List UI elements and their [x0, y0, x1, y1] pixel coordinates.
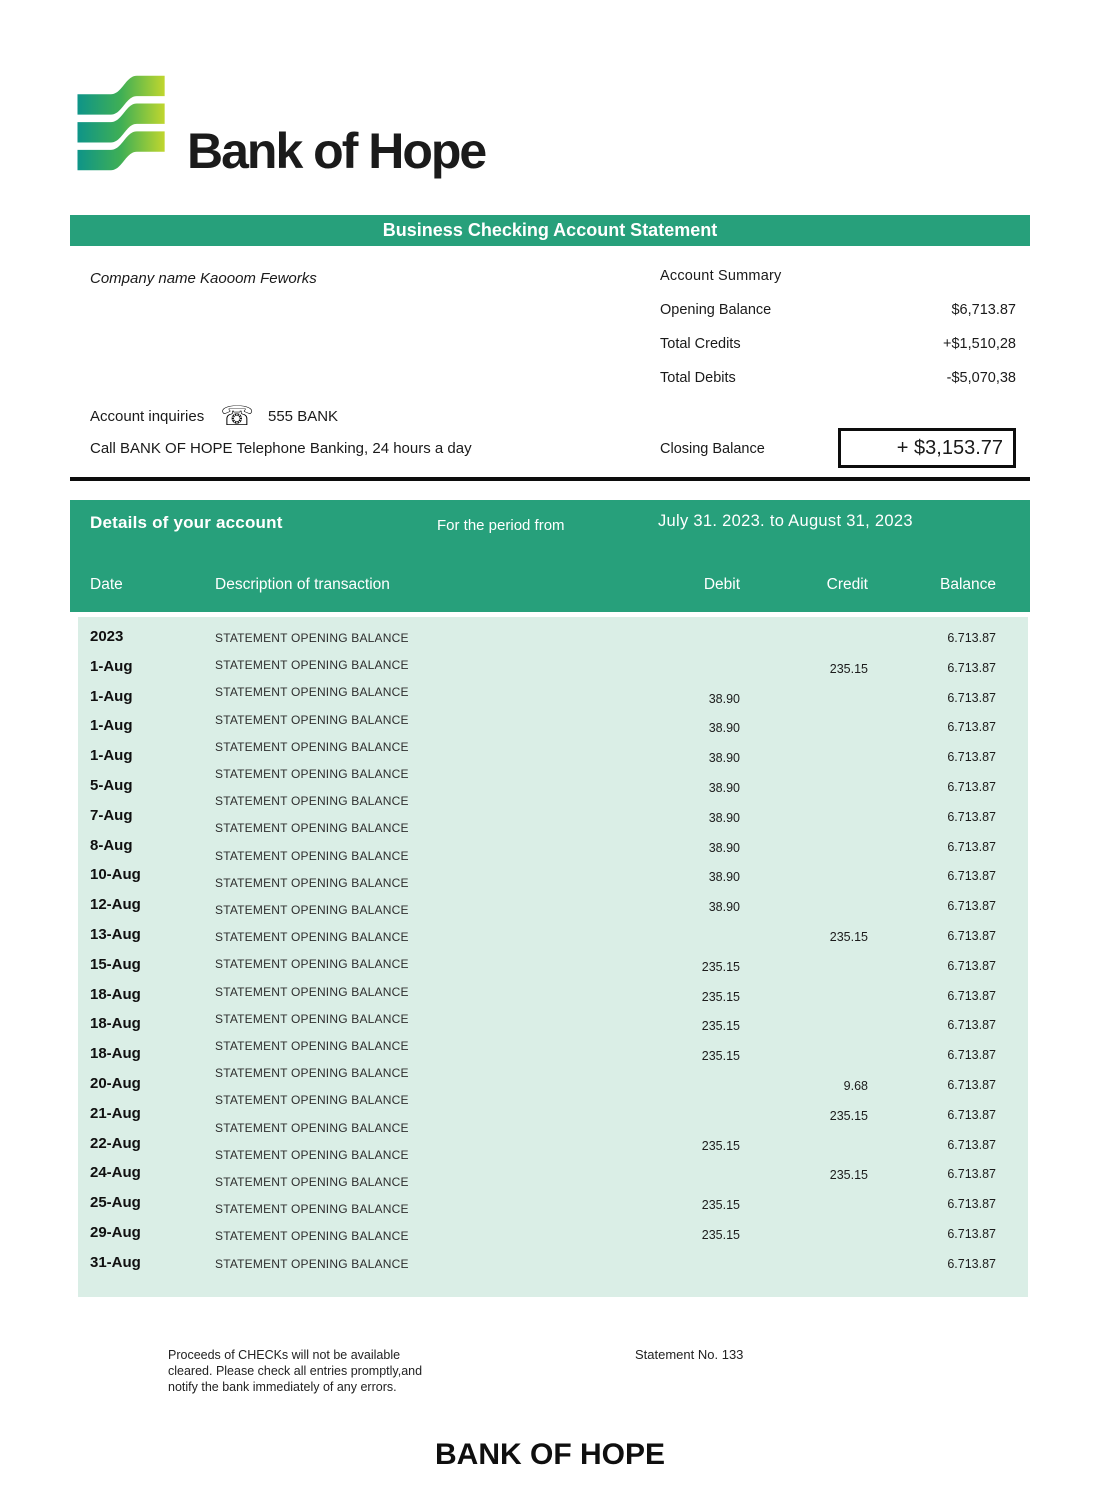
debit-amount: 38.90	[708, 781, 740, 795]
transaction-date: 25-Aug	[90, 1194, 141, 1212]
details-header	[70, 500, 1030, 612]
balance-amount: 6.713.87	[947, 720, 996, 735]
transaction-date: 10-Aug	[90, 866, 141, 884]
balance-amount: 6.713.87	[947, 1137, 996, 1152]
statement-number: Statement No. 133	[635, 1347, 744, 1362]
transaction-date: 1-Aug	[90, 657, 133, 675]
total-credits-label: Total Credits	[660, 336, 741, 352]
closing-balance-value: + $3,153.77	[896, 437, 1003, 459]
credit-amount: 235.15	[829, 930, 868, 944]
footer-wordmark: BANK OF HOPE	[434, 1438, 665, 1471]
telephone-banking-line: Call BANK OF HOPE Telephone Banking, 24 hours a day	[90, 440, 472, 457]
transaction-description: STATEMENT OPENING BALANCE	[215, 1147, 409, 1162]
transaction-date: 12-Aug	[90, 896, 141, 914]
column-header-credit: Credit	[826, 576, 868, 593]
descriptions-column	[215, 617, 545, 1297]
footer-notice-line-1: Proceeds of CHECKs will not be available	[168, 1348, 401, 1362]
opening-balance-label: Opening Balance	[660, 302, 772, 318]
transaction-date: 5-Aug	[90, 777, 133, 794]
transaction-description: STATEMENT OPENING BALANCE	[215, 712, 409, 727]
transaction-date: 24-Aug	[90, 1164, 141, 1182]
transaction-description: STATEMENT OPENING BALANCE	[215, 1202, 409, 1217]
debit-amount: 38.90	[708, 870, 740, 885]
debit-amount: 38.90	[708, 900, 740, 915]
transaction-date: 15-Aug	[90, 955, 141, 973]
transaction-description: STATEMENT OPENING BALANCE	[215, 1175, 409, 1189]
total-debits-label: Total Debits	[660, 370, 736, 386]
debit-amount: 235.15	[701, 1019, 740, 1034]
transaction-date: 18-Aug	[90, 1015, 141, 1033]
opening-balance-value: $6,713.87	[951, 302, 1016, 318]
balance-amount: 6.713.87	[947, 839, 996, 854]
transaction-description: STATEMENT OPENING BALANCE	[215, 1039, 409, 1053]
inquiries-phone-number: 555 BANK	[268, 408, 339, 425]
debit-amount: 38.90	[708, 840, 740, 855]
column-header-debit: Debit	[703, 576, 740, 593]
credit-amount: 9.68	[843, 1079, 868, 1093]
balance-amount: 6.713.87	[947, 958, 996, 973]
transaction-description: STATEMENT OPENING BALANCE	[215, 930, 409, 945]
transaction-date: 22-Aug	[90, 1134, 141, 1152]
credit-amount: 235.15	[829, 1108, 868, 1123]
balance-amount: 6.713.87	[947, 809, 996, 824]
company-name: Company name Kaooom Feworks	[90, 270, 317, 287]
debit-amount: 38.90	[708, 810, 740, 825]
transaction-date: 21-Aug	[90, 1104, 141, 1122]
transaction-date: 18-Aug	[90, 985, 141, 1003]
credit-column	[768, 617, 868, 1297]
period-value: July 31. 2023. to August 31, 2023	[658, 512, 913, 530]
balance-amount: 6.713.87	[947, 780, 996, 794]
transaction-date: 1-Aug	[90, 717, 133, 735]
balance-column	[896, 617, 996, 1297]
bank-of-hope-logo-icon	[72, 72, 172, 174]
balance-amount: 6.713.87	[947, 988, 996, 1003]
balance-amount: 6.713.87	[947, 1018, 996, 1033]
balance-amount: 6.713.87	[947, 929, 996, 943]
footer-notice-line-2: cleared. Please check all entries promptly,and	[168, 1364, 423, 1378]
closing-balance-label: Closing Balance	[660, 441, 765, 457]
balance-amount: 6.713.87	[947, 690, 996, 705]
debit-amount: 38.90	[708, 691, 740, 706]
balance-amount: 6.713.87	[947, 869, 996, 884]
transaction-date: 8-Aug	[90, 836, 133, 854]
transaction-description: STATEMENT OPENING BALANCE	[215, 1093, 409, 1108]
details-title: Details of your account	[90, 513, 283, 532]
balance-amount: 6.713.87	[947, 1197, 996, 1212]
footer-notice	[168, 1347, 468, 1395]
transaction-description: STATEMENT OPENING BALANCE	[215, 1011, 409, 1026]
credit-amount: 235.15	[829, 661, 868, 676]
balance-amount: 6.713.87	[947, 1048, 996, 1063]
bank-logotype: Bank of Hope	[187, 123, 486, 179]
transaction-date: 13-Aug	[90, 926, 141, 943]
balance-amount: 6.713.87	[947, 899, 996, 914]
column-header-balance: Balance	[939, 576, 996, 593]
dates-column	[90, 617, 202, 1297]
statement-title: Business Checking Account Statement	[382, 220, 718, 240]
transaction-description: STATEMENT OPENING BALANCE	[215, 957, 409, 972]
transaction-description: STATEMENT OPENING BALANCE	[215, 1120, 409, 1135]
transaction-description: STATEMENT OPENING BALANCE	[215, 1229, 409, 1244]
debit-amount: 235.15	[701, 1049, 740, 1064]
balance-amount: 6.713.87	[947, 1078, 996, 1092]
transaction-date: 31-Aug	[90, 1253, 141, 1271]
transaction-description: STATEMENT OPENING BALANCE	[215, 631, 409, 645]
transaction-description: STATEMENT OPENING BALANCE	[215, 903, 409, 917]
summary-row-opening	[660, 302, 1016, 320]
balance-amount: 6.713.87	[947, 1167, 996, 1182]
debit-amount: 235.15	[701, 989, 740, 1004]
transaction-description: STATEMENT OPENING BALANCE	[215, 658, 409, 673]
balance-amount: 6.713.87	[947, 1256, 996, 1271]
account-inquiries-line	[90, 403, 338, 430]
transaction-date: 7-Aug	[90, 806, 133, 824]
balance-amount: 6.713.87	[947, 660, 996, 675]
transaction-description: STATEMENT OPENING BALANCE	[215, 739, 409, 754]
balance-amount: 6.713.87	[947, 1227, 996, 1241]
balance-amount: 6.713.87	[947, 1107, 996, 1122]
transactions-table-body	[78, 617, 1028, 1297]
transaction-description: STATEMENT OPENING BALANCE	[215, 875, 409, 890]
period-label: For the period from	[437, 517, 565, 534]
transaction-description: STATEMENT OPENING BALANCE	[215, 685, 409, 700]
phone-icon: ☏	[220, 401, 254, 431]
summary-row-credits	[660, 336, 1016, 354]
balance-amount: 6.713.87	[947, 631, 996, 645]
total-debits-value: -$5,070,38	[946, 370, 1016, 386]
debit-amount: 38.90	[708, 721, 740, 736]
credit-amount: 235.15	[829, 1168, 868, 1183]
transaction-description: STATEMENT OPENING BALANCE	[215, 767, 409, 781]
total-credits-value: +$1,510,28	[943, 336, 1016, 352]
transaction-description: STATEMENT OPENING BALANCE	[215, 1066, 409, 1081]
transaction-description: STATEMENT OPENING BALANCE	[215, 1256, 409, 1271]
account-summary	[660, 268, 1016, 404]
transaction-description: STATEMENT OPENING BALANCE	[215, 821, 409, 836]
transaction-date: 2023	[90, 628, 124, 645]
closing-balance-box	[838, 428, 1016, 468]
summary-row-debits	[660, 370, 1016, 388]
account-inquiries-label: Account inquiries	[90, 408, 205, 425]
transaction-date: 29-Aug	[90, 1224, 141, 1241]
transaction-date: 18-Aug	[90, 1045, 141, 1063]
balance-amount: 6.713.87	[947, 750, 996, 765]
debit-amount: 235.15	[701, 1138, 740, 1153]
transaction-date: 1-Aug	[90, 747, 133, 765]
debit-amount: 235.15	[701, 1198, 740, 1213]
footer-notice-line-3: notify the bank immediately of any errors.	[168, 1380, 397, 1394]
debit-amount: 235.15	[701, 1228, 740, 1242]
transaction-date: 1-Aug	[90, 687, 133, 705]
account-summary-title: Account Summary	[660, 268, 782, 284]
column-header-description: Description of transaction	[215, 576, 390, 593]
transaction-description: STATEMENT OPENING BALANCE	[215, 848, 409, 863]
column-header-date: Date	[90, 576, 123, 593]
transaction-date: 20-Aug	[90, 1075, 141, 1092]
transaction-description: STATEMENT OPENING BALANCE	[215, 984, 409, 999]
debit-column	[640, 617, 740, 1297]
statement-title-banner	[70, 215, 1030, 246]
debit-amount: 235.15	[701, 959, 740, 974]
debit-amount: 38.90	[708, 751, 740, 766]
transaction-description: STATEMENT OPENING BALANCE	[215, 794, 409, 809]
section-divider-rule	[70, 477, 1030, 481]
